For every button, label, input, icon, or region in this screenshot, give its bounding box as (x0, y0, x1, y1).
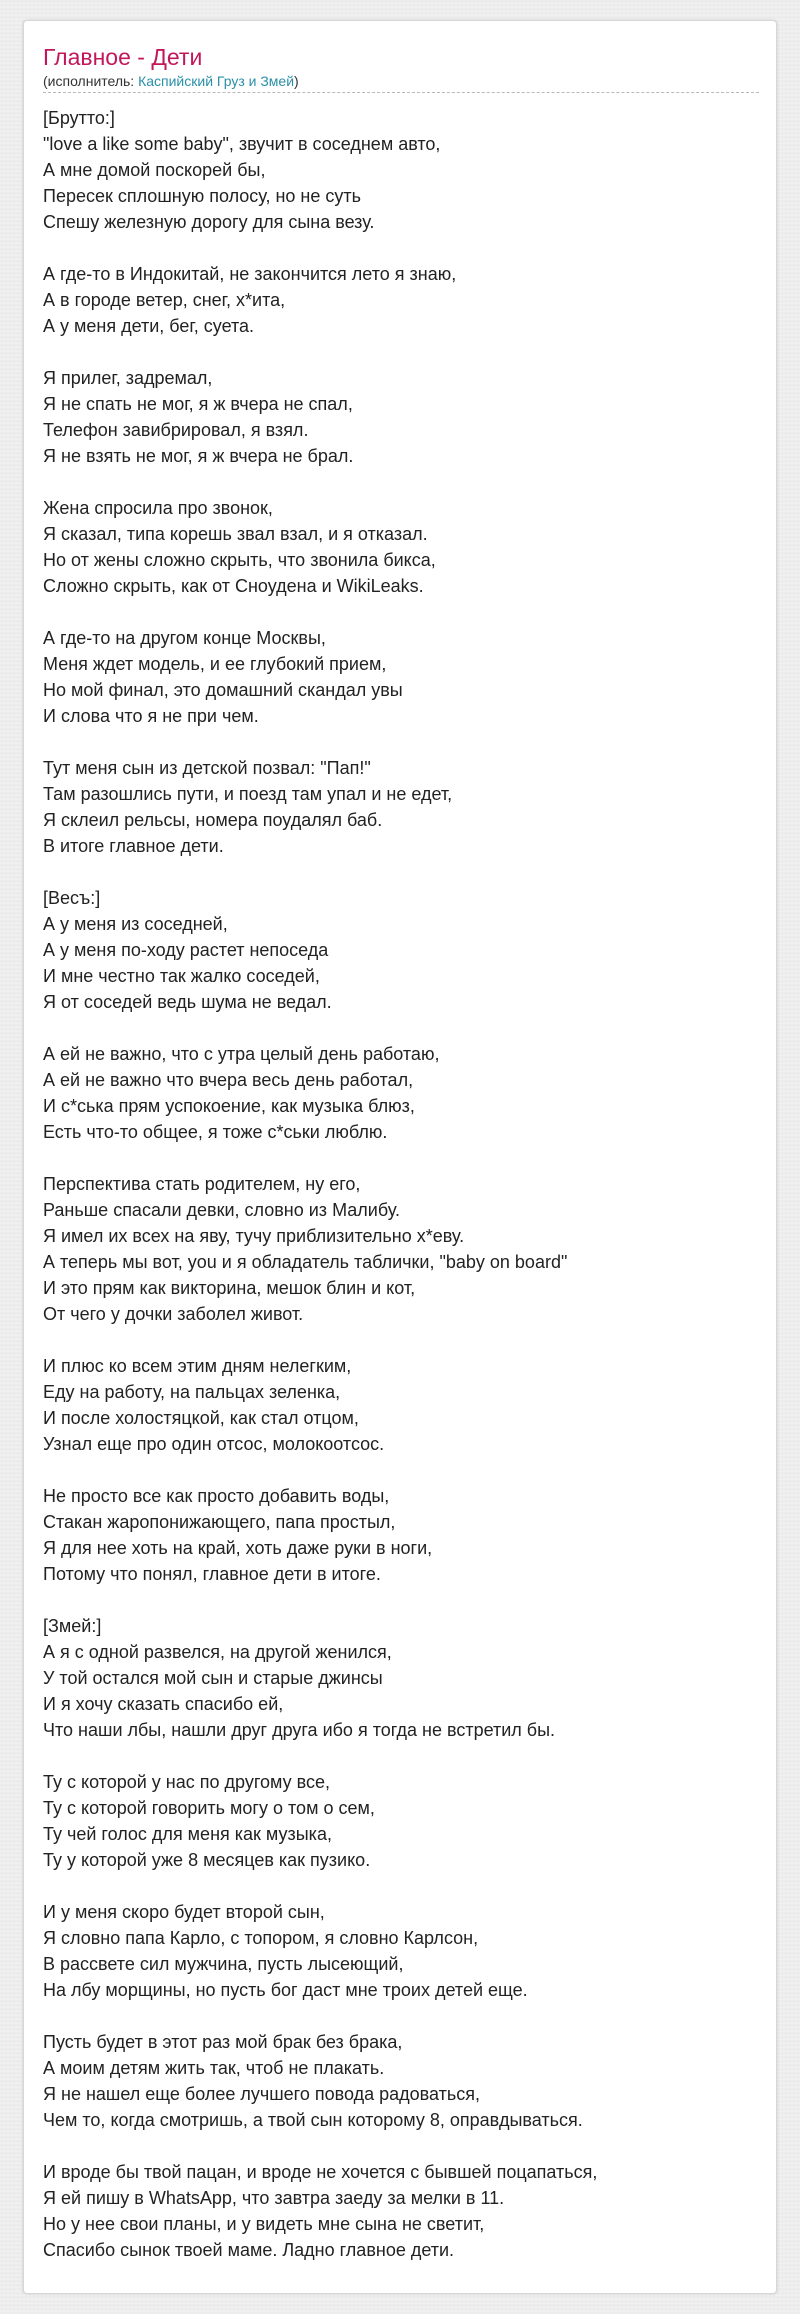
lyrics-line: Ту чей голос для меня как музыка, (43, 1824, 332, 1844)
lyrics-line: А у меня из соседней, (43, 914, 228, 934)
lyrics-line: А ей не важно что вчера весь день работал, (43, 1070, 414, 1090)
lyrics-verse (43, 365, 759, 469)
lyrics-line: Ту с которой говорить могу о том о сем, (43, 1798, 375, 1818)
lyrics-line: Меня ждет модель, и ее глубокий прием, (43, 654, 387, 674)
lyrics-line: [Змей:] (43, 1616, 102, 1636)
lyrics-line: Я для нее хоть на край, хоть даже руки в ноги, (43, 1538, 433, 1558)
lyrics-verse (43, 1483, 759, 1587)
lyrics-line: Жена спросила про звонок, (43, 498, 273, 518)
lyrics-line: И плюс ко всем этим дням нелегким, (43, 1356, 352, 1376)
lyrics-line: На лбу морщины, но пусть бог даст мне троих детей еще. (43, 1980, 528, 2000)
lyrics-line: [Весъ:] (43, 888, 101, 908)
lyrics-verse (43, 2029, 759, 2133)
lyrics-line: А у меня дети, бег, суета. (43, 316, 255, 336)
lyrics-line: А где-то на другом конце Москвы, (43, 628, 326, 648)
lyrics-line: И после холостяцкой, как стал отцом, (43, 1408, 359, 1428)
lyrics-verse (43, 1041, 759, 1145)
lyrics-line: Узнал еще про один отсос, молокоотсос. (43, 1434, 385, 1454)
lyrics-line: Ту у которой уже 8 месяцев как пузико. (43, 1850, 371, 1870)
lyrics-line: В рассвете сил мужчина, пусть лысеющий, (43, 1954, 404, 1974)
lyrics-line: Сложно скрыть, как от Сноудена и WikiLeaks. (43, 576, 424, 596)
lyrics-line: Перспектива стать родителем, ну его, (43, 1174, 361, 1194)
artist-link[interactable]: Каспийский Груз и Змей (138, 73, 295, 89)
lyrics-verse (43, 2159, 759, 2263)
lyrics-line: И с*ська прям успокоение, как музыка блюз, (43, 1096, 415, 1116)
lyrics-line: "love a like some baby", звучит в соседнем авто, (43, 134, 441, 154)
artist-line (43, 71, 759, 93)
lyrics-line: У той остался мой сын и старые джинсы (43, 1668, 383, 1688)
lyrics-line: И у меня скоро будет второй сын, (43, 1902, 325, 1922)
lyrics-line: Я ей пишу в WhatsApp, что завтра заеду за мелки в 11. (43, 2188, 505, 2208)
lyrics-line: И мне честно так жалко соседей, (43, 966, 320, 986)
lyrics-line: От чего у дочки заболел живот. (43, 1304, 304, 1324)
lyrics-line: Еду на работу, на пальцах зеленка, (43, 1382, 341, 1402)
song-title: Главное - Дети (43, 44, 203, 70)
artist-prefix: (исполнитель: (43, 73, 139, 89)
lyrics-line: А в городе ветер, снег, х*ита, (43, 290, 286, 310)
lyrics-line: Что наши лбы, нашли друг друга ибо я тогда не встретил бы. (43, 1720, 556, 1740)
lyrics-line: Спешу железную дорогу для сына везу. (43, 212, 375, 232)
lyrics-verse (43, 755, 759, 859)
lyrics-line: Телефон завибрировал, я взял. (43, 420, 309, 440)
lyrics-line: Я от соседей ведь шума не ведал. (43, 992, 332, 1012)
lyrics-line: Но от жены сложно скрыть, что звонила бикса, (43, 550, 436, 570)
lyrics-line: Но мой финал, это домашний скандал увы (43, 680, 403, 700)
lyrics-line: Я имел их всех на яву, тучу приблизительно х*еву. (43, 1226, 465, 1246)
lyrics-line: Ту с которой у нас по другому все, (43, 1772, 330, 1792)
lyrics-verse (43, 1899, 759, 2003)
artist-suffix: ) (294, 73, 299, 89)
lyrics-line: Раньше спасали девки, словно из Малибу. (43, 1200, 400, 1220)
lyrics-line: А я с одной развелся, на другой женился, (43, 1642, 392, 1662)
lyrics-line: А где-то в Индокитай, не закончится лето я знаю, (43, 264, 457, 284)
lyrics-line: [Брутто:] (43, 108, 115, 128)
lyrics-verse (43, 1171, 759, 1327)
lyrics-line: А моим детям жить так, чтоб не плакать. (43, 2058, 385, 2078)
lyrics-line: И слова что я не при чем. (43, 706, 259, 726)
lyrics-line: Тут меня сын из детской позвал: "Пап!" (43, 758, 371, 778)
lyrics-line: Я не нашел еще более лучшего повода радоваться, (43, 2084, 480, 2104)
lyrics-verse (43, 625, 759, 729)
lyrics-line: Пересек сплошную полосу, но не суть (43, 186, 362, 206)
lyrics-line: А у меня по-ходу растет непоседа (43, 940, 329, 960)
lyrics-verse (43, 105, 759, 235)
lyrics-body (43, 105, 759, 2263)
lyrics-line: И я хочу сказать спасибо ей, (43, 1694, 284, 1714)
lyrics-line: Стакан жаропонижающего, папа простыл, (43, 1512, 396, 1532)
lyrics-line: А теперь мы вот, you и я обладатель таблички, "baby on board" (43, 1252, 568, 1272)
lyrics-verse (43, 261, 759, 339)
lyrics-line: Я сказал, типа корешь звал взал, и я отказал. (43, 524, 428, 544)
lyrics-verse (43, 1613, 759, 1743)
lyrics-line: Есть что-то общее, я тоже с*ськи люблю. (43, 1122, 388, 1142)
lyrics-line: Я склеил рельсы, номера поудалял баб. (43, 810, 383, 830)
lyrics-line: Там разошлись пути, и поезд там упал и не едет, (43, 784, 453, 804)
lyrics-line: Я не спать не мог, я ж вчера не спал, (43, 394, 353, 414)
lyrics-line: Но у нее свои планы, и у видеть мне сына не светит, (43, 2214, 485, 2234)
lyrics-verse (43, 1769, 759, 1873)
lyrics-verse (43, 1353, 759, 1457)
lyrics-verse (43, 495, 759, 599)
lyrics-line: Я не взять не мог, я ж вчера не брал. (43, 446, 354, 466)
lyrics-line: В итоге главное дети. (43, 836, 224, 856)
lyrics-line: Я словно папа Карло, с топором, я словно Карлсон, (43, 1928, 479, 1948)
lyrics-line: А ей не важно, что с утра целый день работаю, (43, 1044, 440, 1064)
lyrics-line: И вроде бы твой пацан, и вроде не хочется с бывшей поцапаться, (43, 2162, 598, 2182)
lyrics-line: Пусть будет в этот раз мой брак без брака, (43, 2032, 403, 2052)
lyrics-line: Спасибо сынок твоей маме. Ладно главное дети. (43, 2240, 455, 2260)
lyrics-verse (43, 885, 759, 1015)
lyrics-line: Я прилег, задремал, (43, 368, 213, 388)
lyrics-line: Чем то, когда смотришь, а твой сын которому 8, оправдываться. (43, 2110, 583, 2130)
lyrics-line: И это прям как викторина, мешок блин и кот, (43, 1278, 416, 1298)
lyrics-line: А мне домой поскорей бы, (43, 160, 266, 180)
lyrics-line: Потому что понял, главное дети в итоге. (43, 1564, 381, 1584)
lyrics-line: Не просто все как просто добавить воды, (43, 1486, 390, 1506)
lyrics-card (23, 20, 777, 2294)
